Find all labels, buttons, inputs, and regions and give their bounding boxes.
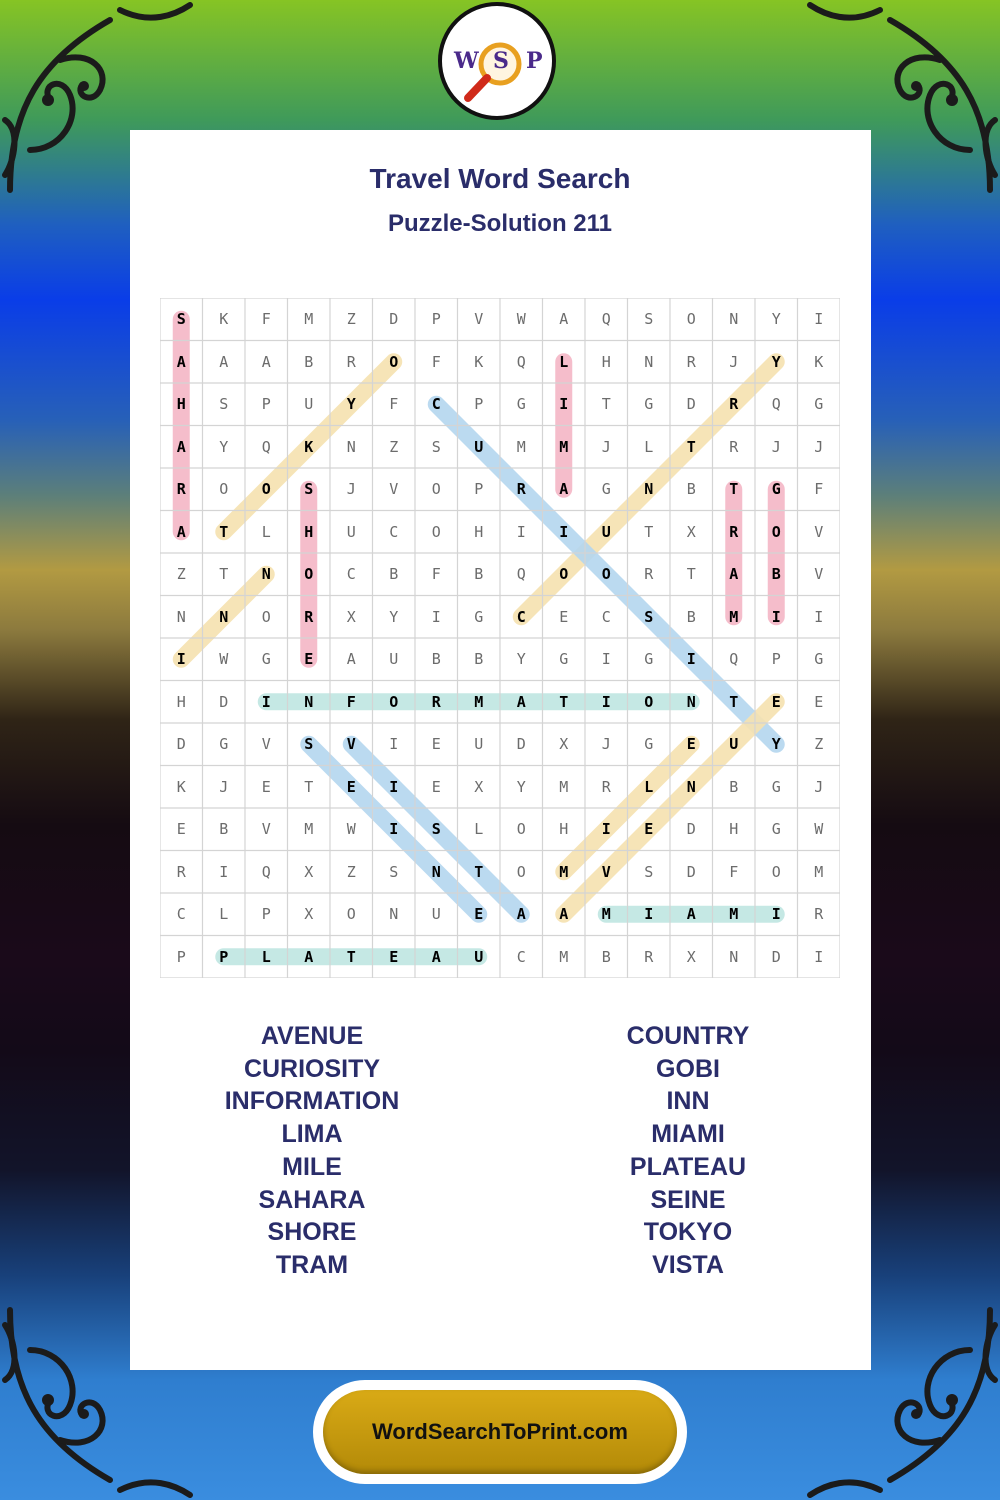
grid-cell: I xyxy=(219,862,229,881)
grid-cell: Z xyxy=(814,735,824,753)
grid-cell: H xyxy=(601,352,611,371)
grid-cell: L xyxy=(261,522,271,541)
grid-cell: D xyxy=(686,820,696,838)
grid-cell: U xyxy=(601,522,611,541)
grid-cell: E xyxy=(814,692,824,711)
word-list-item: PLATEAU xyxy=(629,1152,747,1181)
grid-cell: A xyxy=(559,480,569,498)
grid-cell: T xyxy=(601,395,611,413)
grid-cell: H xyxy=(176,395,186,413)
logo-letter-s: S xyxy=(493,48,509,74)
grid-cell: Y xyxy=(771,310,781,328)
grid-cell: Y xyxy=(771,735,781,753)
grid-cell: X xyxy=(346,607,356,626)
grid-cell: V xyxy=(601,862,611,881)
grid-cell: A xyxy=(261,352,271,371)
grid-cell: K xyxy=(219,310,229,328)
grid-cell: M xyxy=(304,310,314,328)
grid-cell: V xyxy=(261,735,271,753)
grid-cell: A xyxy=(346,650,356,668)
grid-cell: V xyxy=(346,735,356,753)
grid-cell: P xyxy=(771,650,781,668)
grid-cell: B xyxy=(474,565,484,583)
grid-cell: Z xyxy=(176,565,186,583)
grid-cell: B xyxy=(219,820,229,838)
grid-cell: V xyxy=(814,565,824,583)
grid-cell: O xyxy=(261,607,271,626)
grid-cell: R xyxy=(176,862,186,881)
grid-cell: G xyxy=(644,650,654,668)
grid-cell: R xyxy=(431,692,441,711)
grid-cell: O xyxy=(644,692,654,711)
word-list-item: MIAMI xyxy=(651,1120,725,1149)
grid-cell: X xyxy=(304,862,314,881)
grid-cell: K xyxy=(474,352,484,371)
grid-cell: S xyxy=(389,862,399,881)
grid-cell: Q xyxy=(516,352,526,371)
grid-cell: O xyxy=(601,565,611,583)
grid-cell: C xyxy=(346,565,356,583)
grid-cell: D xyxy=(771,947,781,966)
grid-cell: E xyxy=(176,820,186,838)
grid-cell: U xyxy=(431,905,441,923)
grid-cell: O xyxy=(516,820,526,838)
word-list-left xyxy=(162,1020,462,1282)
grid-cell: I xyxy=(389,735,399,753)
grid-cell: E xyxy=(771,692,781,711)
grid-cell: G xyxy=(601,480,611,498)
grid-cell: N xyxy=(304,692,314,711)
grid-cell: D xyxy=(516,735,526,753)
grid-cell: S xyxy=(304,735,314,753)
grid-cell: G xyxy=(814,650,824,668)
grid-cell: E xyxy=(346,777,356,796)
grid-cell: E xyxy=(431,777,441,796)
word-list-item: SAHARA xyxy=(258,1185,366,1214)
grid-cell: Y xyxy=(346,395,356,413)
grid-cell: K xyxy=(814,352,824,371)
grid-cell: R xyxy=(814,905,824,923)
grid-cell: O xyxy=(389,692,399,711)
word-list-item: SHORE xyxy=(267,1218,357,1247)
grid-cell: Y xyxy=(516,650,526,668)
grid-cell: R xyxy=(644,947,654,966)
grid-cell: I xyxy=(516,522,526,541)
grid-cell: B xyxy=(771,565,781,583)
grid-cell: F xyxy=(431,352,441,371)
grid-cell: M xyxy=(474,692,484,711)
grid-cell: M xyxy=(729,905,739,923)
grid-cell: M xyxy=(729,607,739,626)
grid-cell: I xyxy=(559,395,569,413)
wsp-logo xyxy=(438,2,556,120)
grid-cell: W xyxy=(346,820,356,838)
grid-cell: E xyxy=(474,905,484,923)
grid-cell: V xyxy=(261,820,271,838)
grid-cell: G xyxy=(644,395,654,413)
grid-cell: I xyxy=(389,777,399,796)
grid-cell: A xyxy=(516,692,526,711)
grid-cell: B xyxy=(729,777,739,796)
word-list-item: TRAM xyxy=(275,1250,349,1279)
grid-cell: Q xyxy=(261,862,271,881)
grid-cell: U xyxy=(474,735,484,753)
word-list-item: AVENUE xyxy=(260,1022,364,1050)
grid-cell: Z xyxy=(346,310,356,328)
grid-cell: P xyxy=(261,395,271,413)
grid-cell: J xyxy=(346,480,356,498)
grid-cell: E xyxy=(389,947,399,966)
grid-cell: T xyxy=(644,522,654,541)
grid-cell: R xyxy=(644,565,654,583)
grid-cell: V xyxy=(474,310,484,328)
word-list-item: TOKYO xyxy=(643,1218,733,1247)
word-list-item: SEINE xyxy=(650,1185,726,1214)
grid-cell: J xyxy=(601,437,611,456)
grid-cell: I xyxy=(559,522,569,541)
grid-cell: N xyxy=(729,310,739,328)
grid-cell: K xyxy=(176,777,186,796)
grid-cell: P xyxy=(261,905,271,923)
grid-cell: O xyxy=(431,522,441,541)
grid-cell: L xyxy=(261,947,271,966)
grid-cell: N xyxy=(219,607,229,626)
grid-cell: H xyxy=(304,522,314,541)
grid-cell: T xyxy=(219,565,229,583)
grid-cell: X xyxy=(304,905,314,923)
grid-cell: V xyxy=(389,480,399,498)
grid-cell: Q xyxy=(261,437,271,456)
grid-cell: Y xyxy=(219,437,229,456)
grid-cell: L xyxy=(474,820,484,838)
grid-cell: C xyxy=(431,395,441,413)
footer-site-name[interactable]: WordSearchToPrint.com xyxy=(372,1419,628,1444)
grid-cell: E xyxy=(644,820,654,838)
grid-cell: L xyxy=(644,777,654,796)
grid-cell: B xyxy=(601,947,611,966)
grid-cell: A xyxy=(516,905,526,923)
grid-cell: O xyxy=(516,862,526,881)
grid-cell: Z xyxy=(346,862,356,881)
grid-cell: X xyxy=(474,777,484,796)
grid-cell: A xyxy=(559,310,569,328)
grid-cell: C xyxy=(389,522,399,541)
word-list-item: INFORMATION xyxy=(224,1087,400,1116)
grid-cell: U xyxy=(346,522,356,541)
word-list-item: LIMA xyxy=(281,1120,343,1149)
grid-cell: H xyxy=(176,692,186,711)
grid-cell: I xyxy=(814,947,824,966)
grid-cell: I xyxy=(644,905,654,923)
grid-cell: A xyxy=(729,565,739,583)
grid-cell: S xyxy=(431,437,441,456)
grid-cell: F xyxy=(431,565,441,583)
grid-cell: A xyxy=(431,947,441,966)
grid-cell: Y xyxy=(516,777,526,796)
grid-cell: B xyxy=(686,607,696,626)
grid-cell: M xyxy=(814,862,824,881)
grid-cell: I xyxy=(601,692,611,711)
grid-cell: N xyxy=(686,777,696,796)
grid-cell: S xyxy=(219,395,229,413)
grid-cell: B xyxy=(431,650,441,668)
grid-cell: S xyxy=(304,480,314,498)
grid-cell: N xyxy=(431,862,441,881)
grid-cell: J xyxy=(814,777,824,796)
puzzle-subtitle: Puzzle-Solution 211 xyxy=(387,210,613,237)
grid-cell: M xyxy=(516,437,526,456)
grid-cell: H xyxy=(729,820,739,838)
grid-cell: G xyxy=(559,650,569,668)
grid-cell: Y xyxy=(389,607,399,626)
grid-cell: N xyxy=(729,947,739,966)
grid-cell: C xyxy=(516,607,526,626)
grid-cell: G xyxy=(219,735,229,753)
grid-cell: L xyxy=(644,437,654,456)
grid-cell: T xyxy=(219,522,229,541)
grid-cell: B xyxy=(389,565,399,583)
grid-cell: E xyxy=(261,777,271,796)
grid-cell: T xyxy=(686,565,696,583)
grid-cell: S xyxy=(431,820,441,838)
grid-cell: R xyxy=(516,480,526,498)
logo-letter-p: P xyxy=(526,48,543,74)
grid-cell: A xyxy=(686,905,696,923)
grid-cell: N xyxy=(389,905,399,923)
grid-cell: D xyxy=(176,735,186,753)
grid-cell: G xyxy=(771,480,781,498)
grid-cell: M xyxy=(559,437,569,456)
grid-cell: X xyxy=(559,735,569,753)
grid-letters xyxy=(160,298,840,978)
grid-cell: S xyxy=(644,862,654,881)
grid-cell: I xyxy=(814,310,824,328)
grid-cell: I xyxy=(771,905,781,923)
grid-cell: O xyxy=(431,480,441,498)
grid-cell: U xyxy=(389,650,399,668)
grid-cell: N xyxy=(176,607,186,626)
grid-cell: B xyxy=(686,480,696,498)
grid-cell: U xyxy=(474,437,484,456)
grid-cell: R xyxy=(176,480,186,498)
word-list-item: MILE xyxy=(282,1152,342,1181)
grid-cell: N xyxy=(644,352,654,371)
grid-cell: N xyxy=(686,692,696,711)
grid-cell: A xyxy=(304,947,314,966)
grid-cell: D xyxy=(389,310,399,328)
grid-cell: A xyxy=(176,522,186,541)
grid-cell: X xyxy=(686,522,696,541)
grid-cell: N xyxy=(261,565,271,583)
word-list-item: INN xyxy=(666,1087,710,1116)
grid-cell: Q xyxy=(516,565,526,583)
grid-cell: R xyxy=(346,352,356,371)
grid-cell: B xyxy=(304,352,314,371)
grid-cell: X xyxy=(686,947,696,966)
grid-cell: N xyxy=(346,437,356,456)
grid-cell: G xyxy=(771,777,781,796)
word-list-item: COUNTRY xyxy=(626,1022,750,1050)
grid-cell: E xyxy=(431,735,441,753)
grid-cell: U xyxy=(474,947,484,966)
grid-cell: A xyxy=(176,352,186,371)
grid-cell: G xyxy=(814,395,824,413)
footer-badge xyxy=(313,1380,687,1484)
grid-cell: O xyxy=(389,352,399,371)
grid-cell: P xyxy=(176,947,186,966)
grid-cell: O xyxy=(686,310,696,328)
grid-cell: A xyxy=(559,905,569,923)
grid-cell: I xyxy=(771,607,781,626)
grid-cell: O xyxy=(771,862,781,881)
grid-cell: L xyxy=(559,352,569,371)
grid-cell: U xyxy=(304,395,314,413)
grid-cell: I xyxy=(431,607,441,626)
grid-cell: I xyxy=(261,692,271,711)
grid-cell: T xyxy=(346,947,356,966)
grid-cell: E xyxy=(304,650,314,668)
grid-cell: P xyxy=(219,947,229,966)
grid-cell: O xyxy=(219,480,229,498)
grid-cell: C xyxy=(516,947,526,966)
grid-cell: Q xyxy=(771,395,781,413)
grid-cell: A xyxy=(219,352,229,371)
grid-cell: F xyxy=(346,692,356,711)
grid-cell: W xyxy=(814,820,824,838)
grid-cell: H xyxy=(474,522,484,541)
grid-cell: F xyxy=(729,862,739,881)
word-list-item: GOBI xyxy=(656,1054,720,1083)
grid-cell: M xyxy=(559,947,569,966)
grid-cell: K xyxy=(304,437,314,456)
grid-cell: I xyxy=(601,820,611,838)
grid-cell: W xyxy=(219,650,229,668)
grid-cell: H xyxy=(559,820,569,838)
grid-cell: P xyxy=(474,480,484,498)
grid-cell: P xyxy=(431,310,441,328)
grid-cell: J xyxy=(729,352,739,371)
grid-cell: R xyxy=(729,395,739,413)
grid-cell: T xyxy=(729,480,739,498)
grid-cell: J xyxy=(219,777,229,796)
grid-cell: L xyxy=(219,905,229,923)
grid-cell: T xyxy=(304,777,314,796)
grid-cell: G xyxy=(474,607,484,626)
grid-cell: E xyxy=(559,607,569,626)
grid-cell: T xyxy=(729,692,739,711)
grid-cell: G xyxy=(516,395,526,413)
grid-cell: M xyxy=(601,905,611,923)
grid-cell: M xyxy=(559,777,569,796)
grid-cell: T xyxy=(559,692,569,711)
grid-cell: R xyxy=(686,352,696,371)
grid-cell: F xyxy=(261,310,271,328)
grid-cell: S xyxy=(644,310,654,328)
grid-cell: T xyxy=(474,862,484,881)
grid-cell: E xyxy=(686,735,696,753)
grid-cell: R xyxy=(601,777,611,796)
grid-cell: O xyxy=(771,522,781,541)
grid-cell: J xyxy=(814,437,824,456)
grid-cell: S xyxy=(644,607,654,626)
grid-cell: T xyxy=(686,437,696,456)
grid-cell: D xyxy=(686,395,696,413)
grid-cell: G xyxy=(261,650,271,668)
grid-cell: Q xyxy=(729,650,739,668)
grid-cell: C xyxy=(601,607,611,626)
grid-cell: I xyxy=(686,650,696,668)
grid-cell: R xyxy=(304,607,314,626)
grid-cell: G xyxy=(771,820,781,838)
grid-cell: O xyxy=(261,480,271,498)
grid-cell: N xyxy=(644,480,654,498)
word-list-item: VISTA xyxy=(652,1250,724,1279)
grid-cell: U xyxy=(729,735,739,753)
grid-cell: W xyxy=(516,310,526,328)
grid-cell: J xyxy=(771,437,781,456)
grid-cell: C xyxy=(176,905,186,923)
grid-cell: D xyxy=(219,692,229,711)
grid-cell: D xyxy=(686,862,696,881)
grid-cell: I xyxy=(176,650,186,668)
puzzle-title: Travel Word Search xyxy=(369,163,631,194)
grid-cell: Q xyxy=(601,310,611,328)
grid-cell: F xyxy=(389,395,399,413)
letter-grid xyxy=(160,298,840,978)
grid-cell: O xyxy=(559,565,569,583)
footer-link-button[interactable] xyxy=(323,1390,677,1474)
grid-cell: O xyxy=(304,565,314,583)
word-list-right xyxy=(538,1020,838,1282)
logo-letter-w: W xyxy=(454,48,479,74)
grid-cell: R xyxy=(729,522,739,541)
grid-cell: I xyxy=(814,607,824,626)
grid-cell: O xyxy=(346,905,356,923)
grid-cell: Z xyxy=(389,437,399,456)
grid-cell: I xyxy=(601,650,611,668)
grid-cell: G xyxy=(644,735,654,753)
word-list-item: CURIOSITY xyxy=(243,1054,381,1083)
grid-cell: Y xyxy=(771,352,781,371)
grid-cell: I xyxy=(389,820,399,838)
grid-cell: P xyxy=(474,395,484,413)
grid-cell: S xyxy=(176,310,186,328)
grid-cell: V xyxy=(814,522,824,541)
grid-cell: J xyxy=(601,735,611,753)
grid-cell: F xyxy=(814,480,824,498)
grid-cell: A xyxy=(176,437,186,456)
grid-cell: B xyxy=(474,650,484,668)
grid-cell: M xyxy=(304,820,314,838)
grid-cell: M xyxy=(559,862,569,881)
grid-cell: R xyxy=(729,437,739,456)
